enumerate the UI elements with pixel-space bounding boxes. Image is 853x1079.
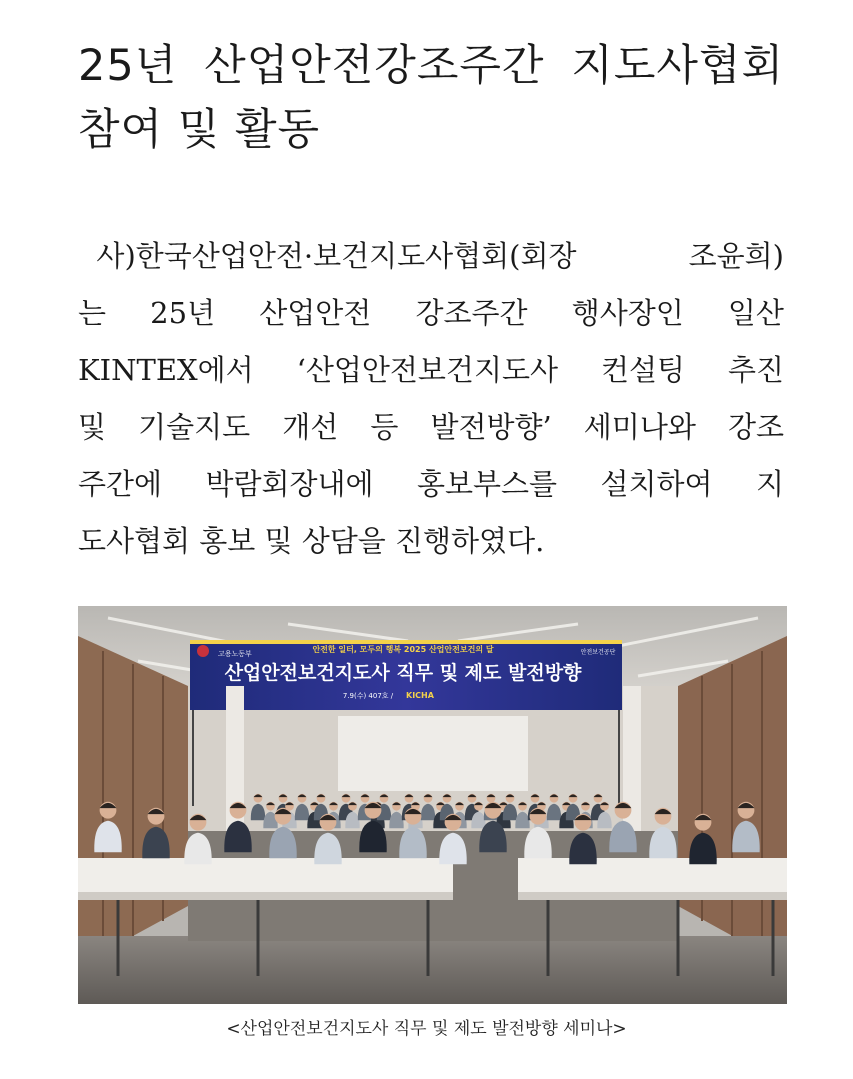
title-line-1 bbox=[78, 34, 784, 98]
body-word: 주간에 bbox=[78, 467, 163, 501]
body-word: 기술지도 bbox=[138, 410, 251, 444]
body-word: 조윤희) bbox=[688, 239, 784, 273]
banner-right-logo: 안전보건공단 bbox=[580, 649, 616, 656]
body-word: 사)한국산업안전·보건지도사협회(회장 bbox=[78, 239, 577, 273]
seminar-photo-illustration bbox=[78, 606, 787, 1004]
body-word: 산업안전 bbox=[259, 296, 372, 330]
body-line bbox=[78, 285, 784, 342]
body-word: 강조주간 bbox=[415, 296, 528, 330]
body-word: 25년 bbox=[150, 296, 216, 330]
title-word: 25년 bbox=[78, 41, 178, 91]
body-word: 박람회장내에 bbox=[205, 467, 374, 501]
title-word: 산업안전강조주간 bbox=[204, 41, 545, 91]
body-word: 발전방향’ bbox=[430, 410, 552, 444]
body-word: 강조 bbox=[727, 410, 784, 444]
body-line bbox=[78, 342, 784, 399]
body-word: 행사장인 bbox=[571, 296, 684, 330]
article-body bbox=[78, 228, 784, 570]
body-word: 추진 bbox=[727, 353, 784, 387]
banner-top-line: 안전한 일터, 모두의 행복 2025 산업안전보건의 달 bbox=[312, 645, 494, 654]
title-word: 지도사협회 bbox=[571, 41, 784, 91]
body-word: 홍보부스를 bbox=[416, 467, 558, 501]
body-word: 및 bbox=[78, 410, 107, 444]
body-line bbox=[78, 399, 784, 456]
article-title bbox=[78, 34, 784, 162]
body-word: KINTEX에서 bbox=[78, 353, 254, 387]
body-line bbox=[78, 228, 784, 285]
banner-left-logo: 고용노동부 bbox=[218, 650, 252, 658]
title-line-2: 참여 및 활동 bbox=[78, 105, 321, 155]
seminar-photo bbox=[78, 606, 787, 1004]
photo-caption: <산업안전보건지도사 직무 및 제도 발전방향 세미나> bbox=[226, 1019, 627, 1039]
body-word: 컨설팅 bbox=[600, 353, 685, 387]
banner-headline: 산업안전보건지도사 직무 및 제도 발전방향 bbox=[224, 662, 582, 684]
banner-date: 7.9(수) 407호 / bbox=[342, 692, 394, 700]
body-word: 는 bbox=[78, 296, 107, 330]
body-line bbox=[78, 456, 784, 513]
body-word: 등 bbox=[370, 410, 399, 444]
body-line: 도사협회 홍보 및 상담을 진행하였다. bbox=[78, 524, 545, 558]
body-word: 설치하여 bbox=[600, 467, 713, 501]
body-word: ‘산업안전보건지도사 bbox=[296, 353, 558, 387]
body-word: 개선 bbox=[282, 410, 339, 444]
banner-org-logo: KICHA bbox=[406, 691, 434, 700]
body-word: 일산 bbox=[727, 296, 784, 330]
body-word: 세미나와 bbox=[583, 410, 696, 444]
body-word: 지 bbox=[755, 467, 784, 501]
